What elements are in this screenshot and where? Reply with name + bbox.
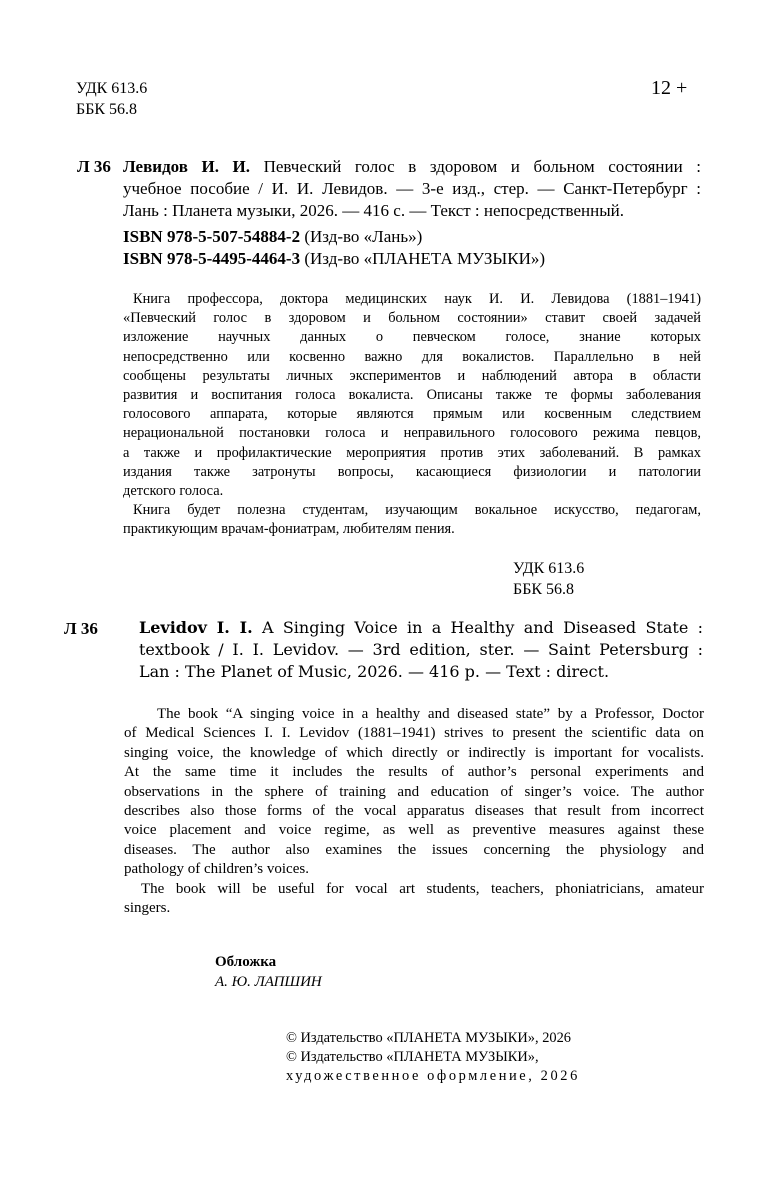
abstract-line: развития и воспитания голоса вокалиста. Описаны также те формы заболевания — [123, 386, 701, 403]
cover-designer: А. Ю. ЛАПШИН — [215, 974, 322, 990]
copyright-line: художественное оформление, 2026 — [286, 1068, 580, 1084]
abstract-line: singing voice, the knowledge of which directly or indirectly is important for vocalists. — [124, 744, 704, 761]
abstract-line: издания также затронуты вопросы, касающиеся физиологии и патологии — [123, 463, 701, 480]
cover-heading: Обложка — [215, 954, 277, 970]
isbn-line — [123, 248, 545, 270]
abstract-line: diseases. The author also examines the issues concerning the physiology and — [124, 841, 704, 858]
abstract-line: непосредственно или косвенно важно для вокалистов. Параллельно в ней — [123, 348, 701, 365]
isbn-list — [123, 226, 545, 270]
bib-line: textbook / I. I. Levidov. — 3rd edition, ster. — Saint Petersburg : — [139, 640, 703, 659]
abstract-line: pathology of children’s voices. — [124, 861, 309, 878]
abstract-en — [124, 705, 704, 918]
abstract-line: singers. — [124, 899, 171, 916]
book-title: A Singing Voice in a Healthy and Diseased State : — [261, 618, 703, 637]
author-sign-ru: Л 36 — [77, 157, 111, 176]
bib-line — [123, 156, 701, 178]
bibliographic-record-en — [139, 617, 703, 683]
author-name: Levidov I. I. — [139, 618, 253, 637]
copyright-line: © Издательство «ПЛАНЕТА МУЗЫКИ», — [286, 1049, 539, 1065]
udk-code: УДК 613.6 — [76, 80, 148, 97]
abstract-line: а также и профилактические мероприятия против этих заболеваний. В рамках — [123, 444, 701, 461]
copyright-block — [286, 1029, 580, 1086]
bib-line: учебное пособие / И. И. Левидов. — 3-е изд., стер. — Санкт-Петербург : — [123, 179, 701, 198]
abstract-line: Книга будет полезна студентам, изучающим вокальное искусство, педагогам, — [133, 502, 701, 519]
bib-line — [139, 617, 703, 639]
isbn-publisher: (Изд-во «ПЛАНЕТА МУЗЫКИ») — [304, 249, 546, 268]
abstract-line: «Певческий голос в здоровом и больном состоянии» ставит своей задачей — [123, 310, 701, 327]
bib-line: Лань : Планета музыки, 2026. — 416 с. — Текст : непосредственный. — [123, 201, 624, 220]
bibliographic-record-ru — [123, 156, 701, 222]
abstract-line: детского голоса. — [123, 482, 224, 499]
abstract-line: голосового аппарата, которые являются прямым или косвенным следствием — [123, 406, 701, 423]
abstract-line: The book “A singing voice in a healthy and diseased state” by a Professor, Doctor — [157, 706, 704, 722]
abstract-line: практикующим врачам-фониатрам, любителям пения. — [123, 521, 455, 538]
isbn-publisher: (Изд-во «Лань») — [304, 227, 423, 246]
abstract-line: нерациональной постановки голоса и неправильного голосового режима певцов, — [123, 425, 701, 442]
abstract-line: Книга профессора, доктора медицинских наук И. И. Левидова (1881–1941) — [133, 291, 701, 307]
bbk-code: ББК 56.8 — [76, 101, 138, 118]
abstract-line: observations in the sphere of training and education of singer’s voice. The author — [124, 783, 704, 800]
abstract-line: At the same time it includes the results of author’s personal experiments and — [124, 764, 704, 781]
copyright-line: © Издательство «ПЛАНЕТА МУЗЫКИ», 2026 — [286, 1030, 571, 1046]
book-title: Певческий голос в здоровом и больном состоянии : — [263, 157, 702, 176]
abstract-line: изложение научных данных о певческом голосе, знание которых — [123, 329, 701, 346]
abstract-ru — [123, 290, 701, 539]
abstract-line: describes also those forms of the vocal apparatus diseases that result from incorrect — [124, 802, 704, 819]
isbn-number: 978-5-507-54884-2 — [166, 227, 301, 246]
isbn-label: ISBN — [123, 249, 163, 268]
isbn-label: ISBN — [123, 227, 163, 246]
author-name: Левидов И. И. — [123, 157, 251, 176]
bib-line: Lan : The Planet of Music, 2026. — 416 p. — Text : direct. — [139, 662, 610, 681]
abstract-line: voice placement and voice regime, as well as preventive measures against these — [124, 822, 704, 839]
author-sign-en: Л 36 — [64, 619, 98, 638]
bbk-code: ББК 56.8 — [513, 581, 575, 598]
isbn-number: 978-5-4495-4464-3 — [166, 249, 301, 268]
abstract-line: of Medical Sciences I. I. Levidov (1881–1941) strives to present the scientific data on — [124, 725, 704, 742]
classification-codes-top — [76, 78, 147, 120]
abstract-line: сообщены результаты личных экспериментов и наблюдений автора в области — [123, 367, 701, 384]
udk-code: УДК 613.6 — [513, 560, 585, 577]
classification-codes-bottom — [513, 558, 584, 600]
cover-credit — [215, 952, 322, 992]
abstract-line: The book will be useful for vocal art students, teachers, phoniatricians, amateur — [141, 880, 704, 897]
age-rating: 12 + — [651, 77, 688, 99]
isbn-line — [123, 226, 545, 248]
